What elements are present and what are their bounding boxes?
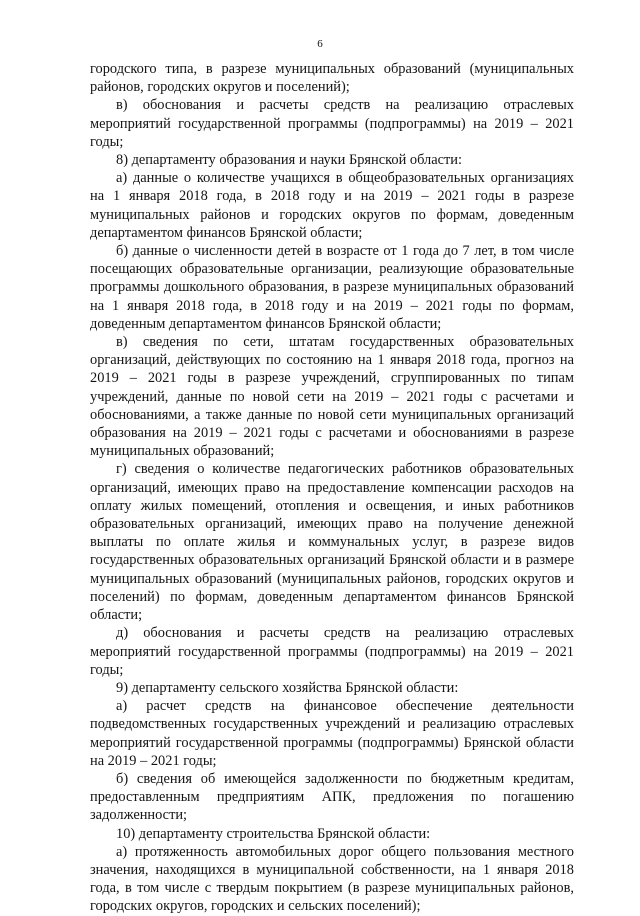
paragraph: а) протяженность автомобильных дорог общего пользования местного значения, находящихся в муниципальной собственности, на 1 января 2018 года, в том числе с твердым покрытием (в разрезе муниципальных районов, городских округов, городских и сельских поселений); [90, 843, 574, 915]
section-heading-10: 10) департаменту строительства Брянской области: [116, 825, 431, 842]
paragraph: б) сведения об имеющейся задолженности по бюджетным кредитам, предоставленным предприятиям АПК, предложения по погашению задолженности; [90, 770, 574, 824]
paragraph: г) сведения о количестве педагогических работников образовательных организаций, имеющих право на предоставление компенсации расходов на оплату жилых помещений, отопления и освещения, и иных работников образовательных организаций, имеющих право на получение денежной выплаты по оплате жилья и коммунальных услуг, в разрезе видов государственных образовательных организаций Брянской области и в размере муниципальных образований (муниципальных районов, городских округов и поселений) по формам, доведенным департаментом финансов Брянской области; [90, 461, 574, 624]
paragraph: в) обоснования и расчеты средств на реализацию отраслевых мероприятий государственной программы (подпрограммы) на 2019 – 2021 годы; [90, 97, 574, 150]
section-heading-9: 9) департаменту сельского хозяйства Брянской области: [116, 679, 459, 696]
paragraph: д) обоснования и расчеты средств на реализацию отраслевых мероприятий государственной программы (подпрограммы) на 2019 – 2021 годы; [90, 625, 574, 678]
paragraph: в) сведения по сети, штатам государственных образовательных организаций, действующих по состоянию на 1 января 2018 года, прогноз на 2019 – 2021 годы в разрезе учреждений, сгруппированных по типам учреждений, данные по новой сети на 2019 – 2021 годы с расчетами и обоснованиями, а также данные по новой сети муниципальных организаций образования на 2019 – 2021 годы с расчетами и обоснованиями в разрезе муниципальных образований; [90, 334, 574, 460]
paragraph-continuation: городского типа, в разрезе муниципальных образований (муниципальных районов, городских округов и поселений); [90, 61, 574, 96]
document-body [90, 60, 574, 916]
paragraph: а) расчет средств на финансовое обеспечение деятельности подведомственных государственных учреждений и реализацию отраслевых мероприятий государственной программы (подпрограммы) Брянской области на 2019 – 2021 годы; [90, 698, 574, 769]
page-number: 6 [317, 38, 323, 50]
section-heading-8: 8) департаменту образования и науки Брянской области: [116, 152, 462, 169]
paragraph: б) данные о численности детей в возрасте от 1 года до 7 лет, в том числе посещающих образовательные организации, реализующие образовательные программы дошкольного образования, в разрезе муниципальных образований на 1 января 2018 года, в 2018 году и на 2019 – 2021 годы по формам, доведенным департаментом финансов Брянской области; [90, 243, 574, 332]
paragraph: а) данные о количестве учащихся в общеобразовательных организациях на 1 января 2018 года, в 2018 году и на 2019 – 2021 годы в разрезе муниципальных районов и городских округов по формам, доведенным департаментом финансов Брянской области; [90, 170, 574, 241]
